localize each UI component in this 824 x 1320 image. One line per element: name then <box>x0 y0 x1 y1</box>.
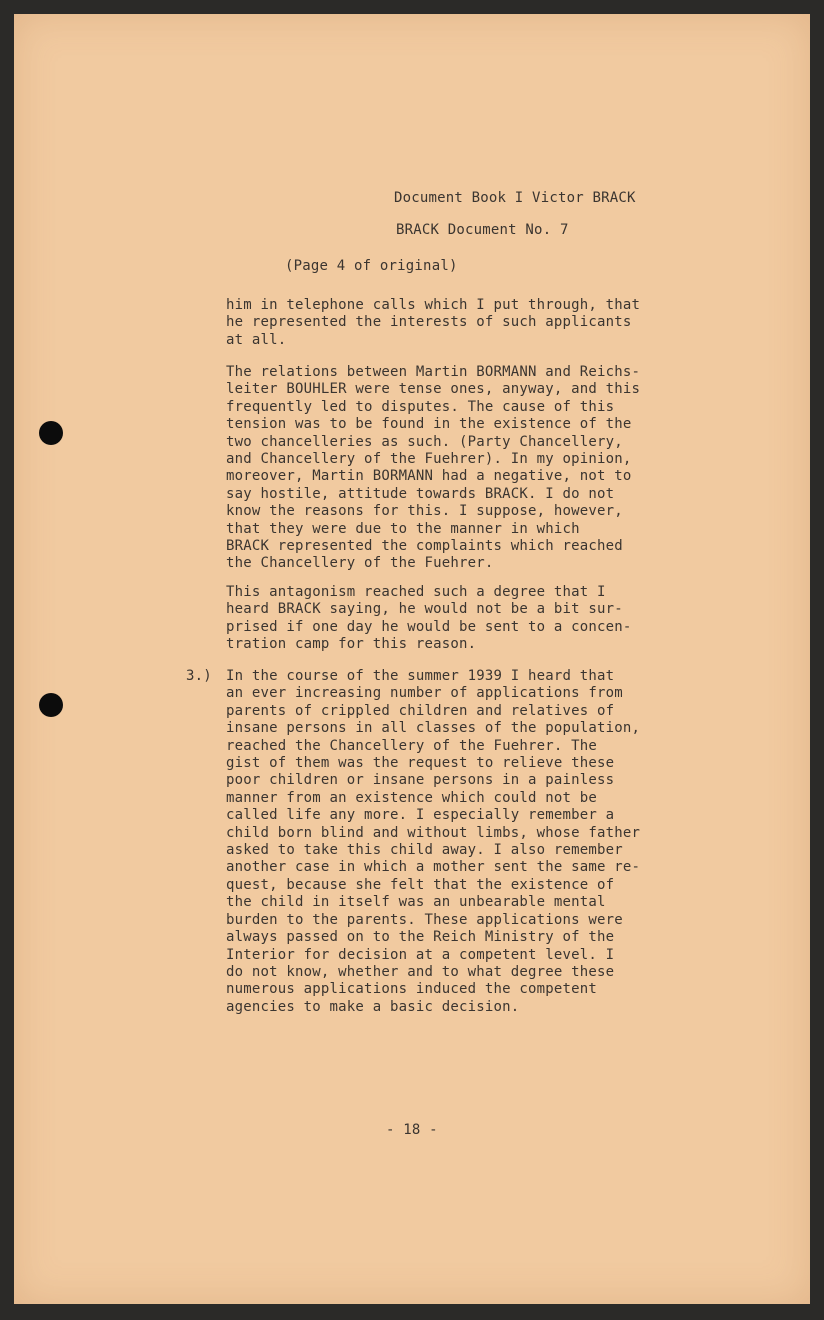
paragraph-continuation: him in telephone calls which I put through, that he represented the interests of such applicants at all. <box>226 297 641 348</box>
document-page <box>14 14 810 1304</box>
document-number: BRACK Document No. 7 <box>396 222 569 238</box>
punch-hole <box>39 421 63 445</box>
punch-hole <box>39 693 63 717</box>
page-of-original: (Page 4 of original) <box>285 258 458 274</box>
paragraph-number: 3.) <box>186 668 212 684</box>
paragraph-summer-1939: In the course of the summer 1939 I heard that an ever increasing number of applications from parents of crippled children and relatives of insane persons in all classes of the population, reached the Chancellery of the Fuehrer. The gist of them was the request to relieve these poor children or insane persons in a painless manner from an existence which could not be called life any more. I especially remember a child born blind and without limbs, whose father asked to take this child away. I also remember another case in which a mother sent the same re- quest, because she felt that the existence of the child in itself was an unbearable mental burden to the parents. These applications were always passed on to the Reich Ministry of the Interior for decision at a competent level. I do not know, whether and to what degree these numerous applications induced the competent agencies to make a basic decision. <box>226 668 641 1015</box>
paragraph-antagonism: This antagonism reached such a degree that I heard BRACK saying, he would not be a bit sur- prised if one day he would be sent to a concen- tration camp for this reason. <box>226 584 632 653</box>
paragraph-relations: The relations between Martin BORMANN and Reichs- leiter BOUHLER were tense ones, anyway, and this frequently led to disputes. The cause of this tension was to be found in the existence of the two chancelleries as such. (Party Chancellery, and Chancellery of the Fuehrer). In my opinion, moreover, Martin BORMANN had a negative, not to say hostile, attitude towards BRACK. I do not know the reasons for this. I suppose, however, that they were due to the manner in which BRACK represented the complaints which reached the Chancellery of the Fuehrer. <box>226 364 641 572</box>
page-number: - 18 - <box>386 1122 438 1138</box>
document-book-title: Document Book I Victor BRACK <box>394 190 636 206</box>
